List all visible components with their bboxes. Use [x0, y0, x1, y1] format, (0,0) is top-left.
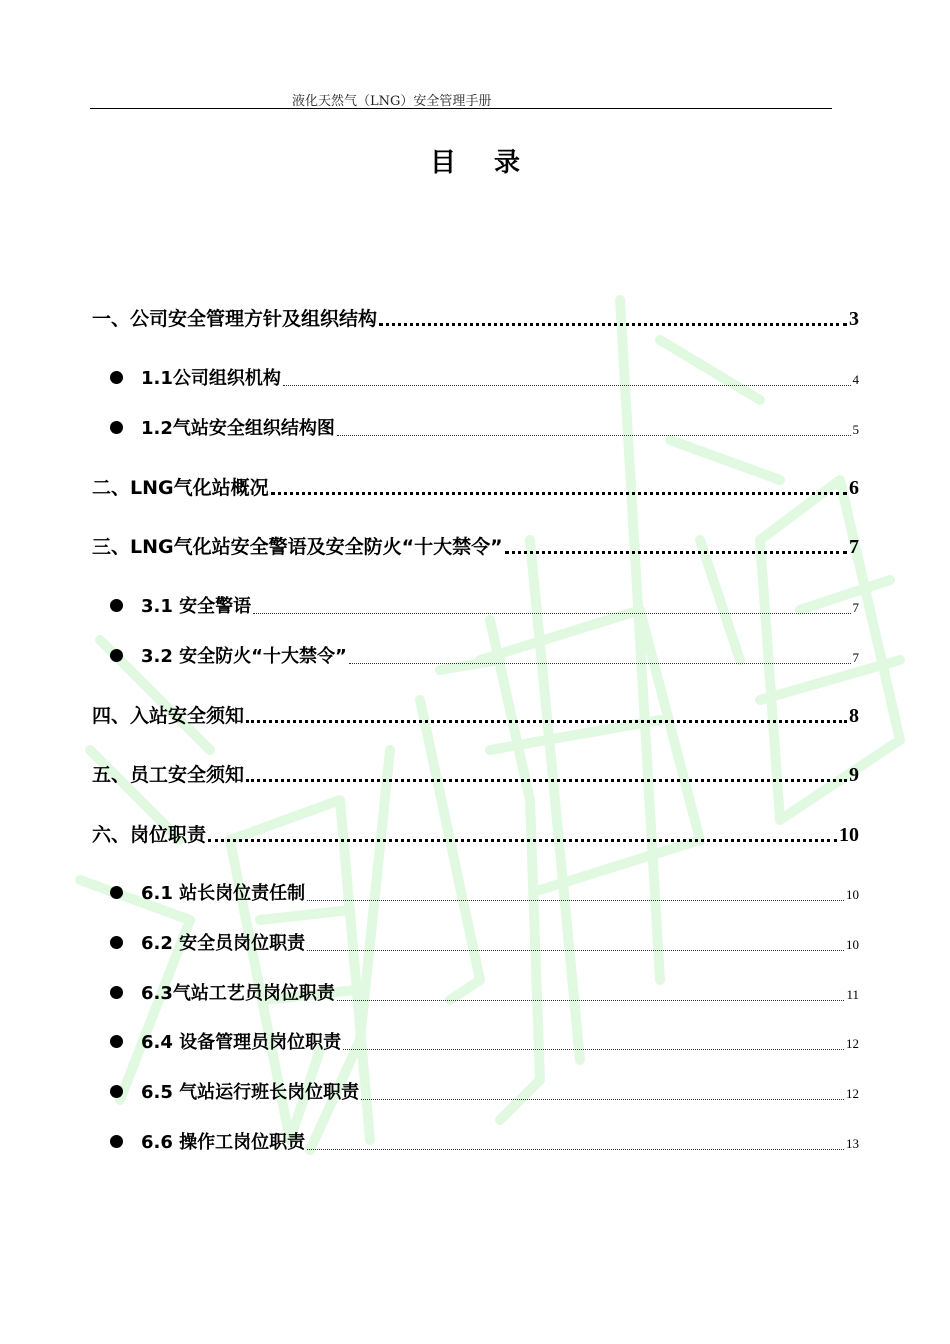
toc-page-number: 3	[849, 308, 859, 330]
toc-entry-title: 6.5 气站运行班长岗位职责	[141, 1082, 360, 1103]
toc-entry-title: 6.2 安全员岗位职责	[141, 933, 306, 954]
bullet-icon	[110, 986, 123, 999]
toc-entry-title: 二、LNG气化站概况	[92, 477, 269, 499]
toc-entry-title: 6.6 操作工岗位职责	[141, 1132, 306, 1153]
page-title: 目录	[429, 148, 558, 178]
toc-entry-title: 1.2气站安全组织结构图	[141, 418, 335, 439]
toc-page-number: 7	[852, 650, 859, 665]
toc-entry-section[interactable]	[92, 532, 859, 559]
toc-entry-section[interactable]	[92, 820, 859, 847]
toc-entry-title: 三、LNG气化站安全警语及安全防火“十大禁令”	[92, 536, 503, 558]
dot-leader	[253, 613, 850, 614]
toc-entry-section[interactable]	[92, 473, 859, 500]
toc-entry-subsection[interactable]	[110, 592, 859, 618]
toc-entry-subsection[interactable]	[110, 414, 859, 440]
bullet-icon	[110, 1135, 123, 1148]
dot-leader	[271, 492, 847, 495]
toc-entry-section[interactable]	[92, 304, 859, 331]
toc-entry-subsection[interactable]	[110, 364, 859, 390]
toc-page-number: 8	[849, 705, 859, 727]
toc-entry-title: 6.4 设备管理员岗位职责	[141, 1032, 342, 1053]
dot-leader	[379, 323, 847, 326]
bullet-icon	[110, 1035, 123, 1048]
bullet-icon	[110, 599, 123, 612]
dot-leader	[505, 551, 847, 554]
bullet-icon	[110, 886, 123, 899]
bullet-icon	[110, 421, 123, 434]
dot-leader	[307, 950, 844, 951]
dot-leader	[343, 1049, 844, 1050]
toc-page-number: 9	[849, 764, 859, 786]
toc-page-number: 7	[852, 600, 859, 615]
toc-entry-section[interactable]	[92, 701, 859, 728]
dot-leader	[208, 839, 837, 842]
toc-entry-title: 3.2 安全防火“十大禁令”	[141, 646, 347, 667]
toc-entry-title: 6.1 站长岗位责任制	[141, 883, 306, 904]
toc-page-number: 6	[849, 477, 859, 499]
toc-page-number: 7	[849, 536, 859, 558]
toc-entry-title: 一、公司安全管理方针及组织结构	[92, 308, 378, 330]
bullet-icon	[110, 1085, 123, 1098]
dot-leader	[307, 1149, 844, 1150]
toc-page-number: 12	[846, 1086, 859, 1101]
running-header: 液化天然气（LNG）安全管理手册	[292, 94, 492, 109]
dot-leader	[246, 779, 847, 782]
dot-leader	[283, 385, 851, 386]
toc-entry-title: 五、员工安全须知	[92, 764, 245, 786]
dot-leader	[361, 1099, 844, 1100]
bullet-icon	[110, 936, 123, 949]
toc-entry-subsection[interactable]	[110, 879, 859, 905]
toc-page-number: 12	[846, 1036, 859, 1051]
bullet-icon	[110, 649, 123, 662]
toc-page-number: 10	[846, 937, 859, 952]
toc-entry-title: 四、入站安全须知	[92, 705, 245, 727]
toc-entry-subsection[interactable]	[110, 1128, 859, 1154]
toc-page-number: 5	[852, 422, 859, 437]
toc-page-number: 10	[846, 887, 859, 902]
toc-page-number: 10	[839, 824, 859, 846]
toc-entry-subsection[interactable]	[110, 979, 859, 1005]
dot-leader	[337, 1000, 845, 1001]
dot-leader	[337, 435, 851, 436]
toc-page-number: 13	[846, 1136, 859, 1151]
toc-entry-subsection[interactable]	[110, 929, 859, 955]
toc-entry-title: 6.3气站工艺员岗位职责	[141, 983, 335, 1004]
header-rule	[90, 108, 832, 109]
dot-leader	[349, 663, 851, 664]
toc-page-number: 4	[852, 372, 859, 387]
toc-entry-section[interactable]	[92, 760, 859, 787]
toc-entry-title: 六、岗位职责	[92, 824, 207, 846]
toc-entry-title: 1.1公司组织机构	[141, 368, 281, 389]
dot-leader	[246, 720, 847, 723]
toc-entry-subsection[interactable]	[110, 1028, 859, 1054]
toc-page-number: 11	[846, 987, 859, 1002]
toc-entry-title: 3.1 安全警语	[141, 596, 252, 617]
toc-entry-subsection[interactable]	[110, 642, 859, 668]
toc-entry-subsection[interactable]	[110, 1078, 859, 1104]
bullet-icon	[110, 371, 123, 384]
dot-leader	[307, 900, 844, 901]
